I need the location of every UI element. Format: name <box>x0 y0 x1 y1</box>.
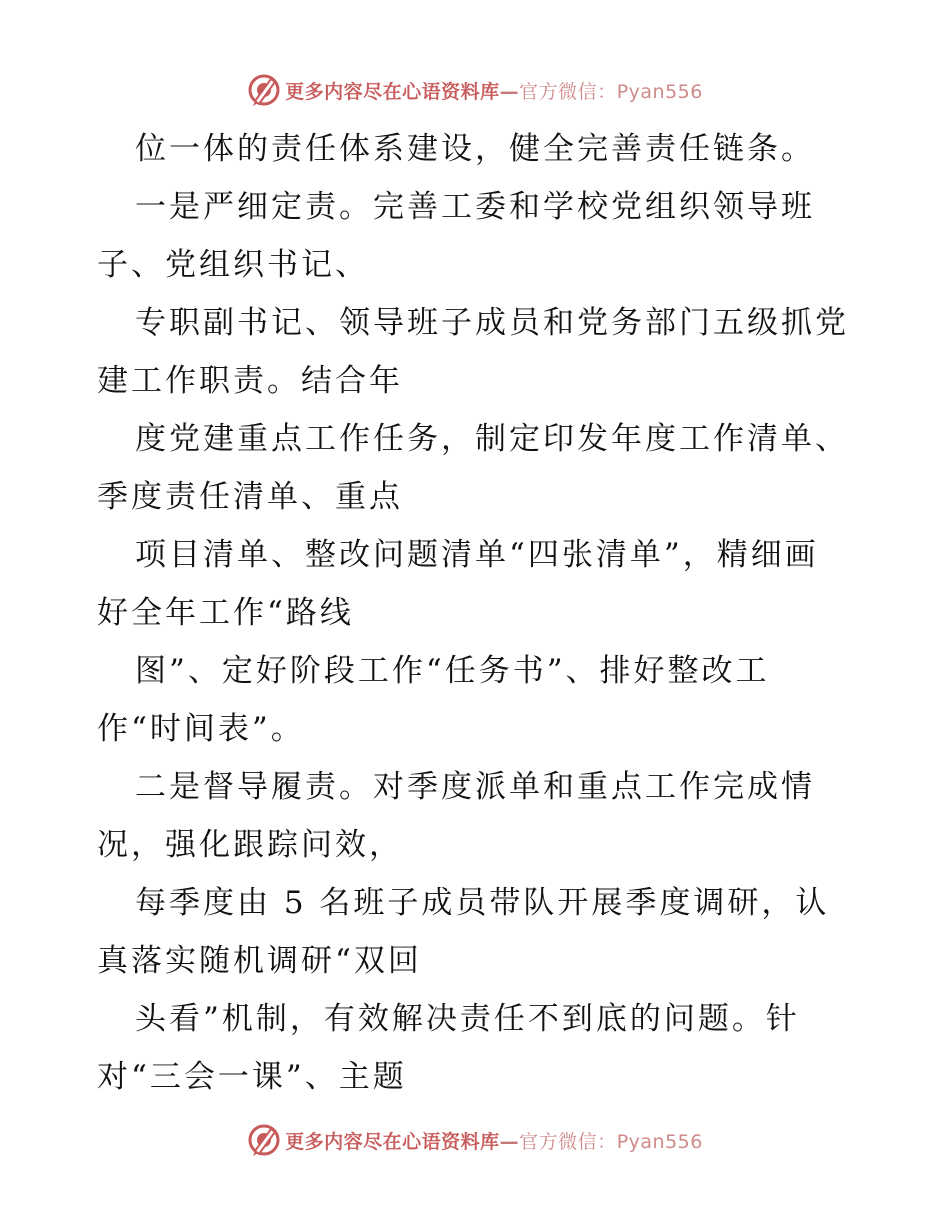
header-banner <box>0 70 950 110</box>
text-line: 一是严细定责。完善工委和学校党组织领导班 <box>135 189 815 225</box>
banner-text <box>285 77 703 104</box>
banner-text <box>285 1127 703 1154</box>
banner-separator: — <box>499 1130 520 1153</box>
text-line: 真落实随机调研“双回 <box>97 943 422 979</box>
text-line: 子、党组织书记、 <box>97 247 369 283</box>
text-line: 项目清单、整改问题清单“四张清单”，精细画 <box>135 537 819 573</box>
footer-banner <box>0 1120 950 1160</box>
text-line: 度党建重点工作任务，制定印发年度工作清单、 <box>135 421 849 457</box>
banner-title: 更多内容尽在心语资料库 <box>285 80 500 103</box>
banner-wechat-label: 官方微信： <box>519 80 617 103</box>
banner-separator: — <box>499 80 520 103</box>
banner-wechat-label: 官方微信： <box>519 1130 617 1153</box>
text-line: 况，强化跟踪问效， <box>97 827 403 863</box>
pen-logo-icon <box>247 73 281 107</box>
text-line: 图”、定好阶段工作“任务书”、排好整改工 <box>135 653 770 689</box>
text-line: 好全年工作“路线 <box>97 595 354 631</box>
banner-wechat-id: Pyan556 <box>616 80 703 103</box>
text-line: 每季度由 5 名班子成员带队开展季度调研，认 <box>135 885 830 921</box>
text-line: 位一体的责任体系建设，健全完善责任链条。 <box>135 131 815 167</box>
banner-wechat-id: Pyan556 <box>616 1130 703 1153</box>
text-line: 对“三会一课”、主题 <box>97 1059 407 1095</box>
text-line: 专职副书记、领导班子成员和党务部门五级抓党 <box>135 305 849 341</box>
banner-title: 更多内容尽在心语资料库 <box>285 1130 500 1153</box>
text-line: 头看”机制，有效解决责任不到底的问题。针 <box>135 1001 800 1037</box>
text-line: 二是督导履责。对季度派单和重点工作完成情 <box>135 769 815 805</box>
text-line: 建工作职责。结合年 <box>97 363 403 399</box>
document-body <box>97 120 857 1106</box>
pen-logo-icon <box>247 1123 281 1157</box>
text-line: 作“时间表”。 <box>97 711 305 747</box>
text-line: 季度责任清单、重点 <box>97 479 403 515</box>
